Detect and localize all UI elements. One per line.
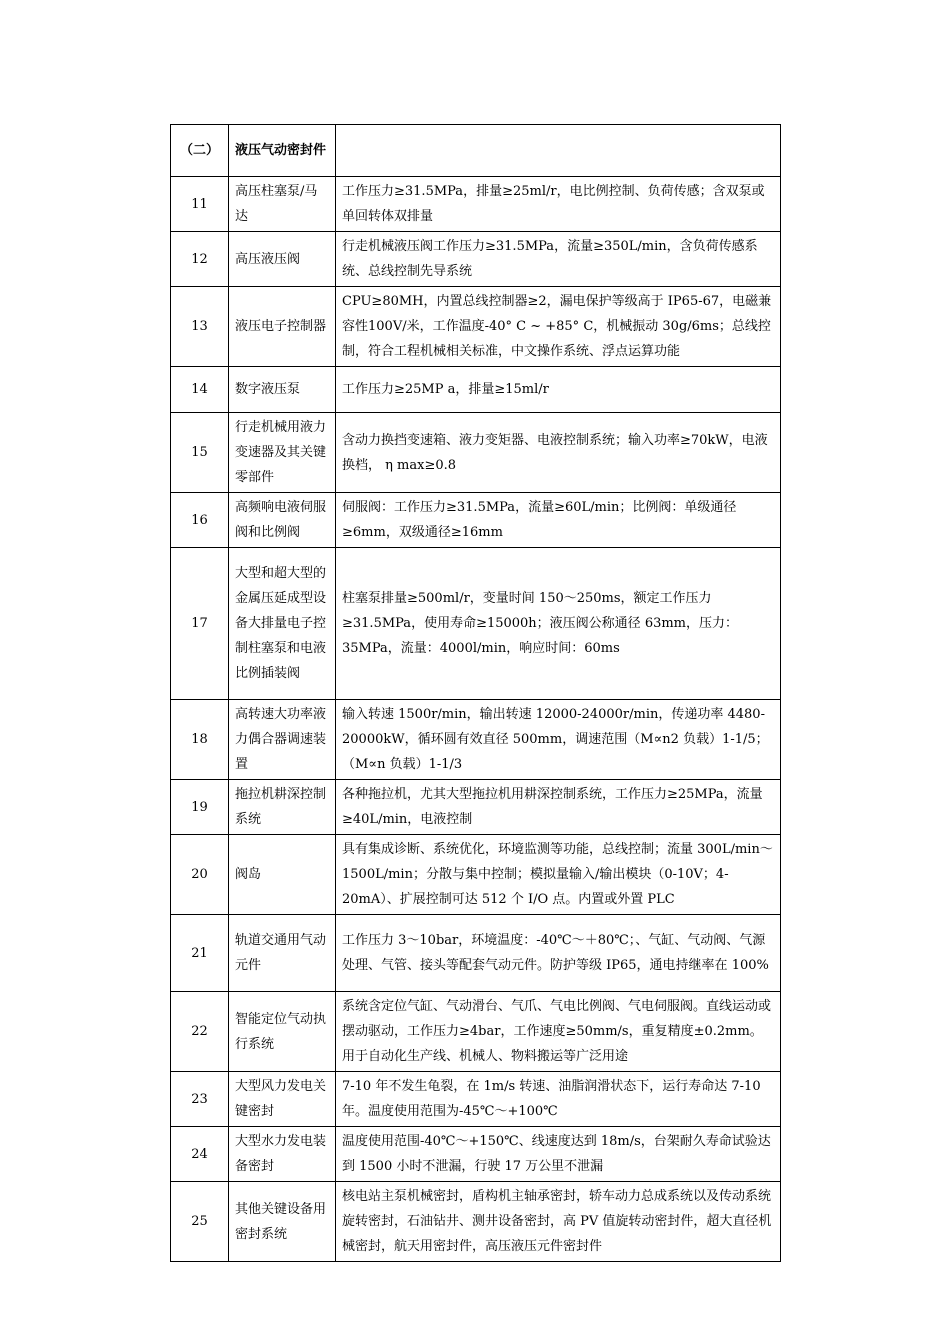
row-name: 高压柱塞泵/马达	[229, 177, 336, 232]
row-desc: CPU≥80MH，内置总线控制器≥2，漏电保护等级高于 IP65-67，电磁兼容性100V/米，工作温度-40° C ~ +85° C，机械振动 30g/6ms；总线控制，符合工程机械相关标准，中文操作系统、浮点运算功能	[336, 287, 781, 367]
category-number: （二）	[171, 125, 229, 177]
row-number: 21	[171, 915, 229, 992]
table-row	[171, 1127, 781, 1182]
table-row	[171, 915, 781, 992]
row-number: 22	[171, 992, 229, 1072]
table-row	[171, 367, 781, 413]
table-row	[171, 835, 781, 915]
row-desc: 工作压力≥25MP a，排量≥15ml/r	[336, 367, 781, 413]
row-desc: 系统含定位气缸、气动滑台、气爪、气电比例阀、气电伺服阀。直线运动或摆动驱动，工作压力≥4bar，工作速度≥50mm/s，重复精度±0.2mm。用于自动化生产线、机械人、物料搬运等广泛用途	[336, 992, 781, 1072]
row-name: 高转速大功率液力偶合器调速装置	[229, 700, 336, 780]
table-row	[171, 232, 781, 287]
category-title: 液压气动密封件	[229, 125, 336, 177]
row-number: 17	[171, 548, 229, 700]
row-name: 其他关键设备用密封系统	[229, 1182, 336, 1262]
table-row	[171, 1072, 781, 1127]
table-row	[171, 780, 781, 835]
row-number: 25	[171, 1182, 229, 1262]
row-name: 数字液压泵	[229, 367, 336, 413]
row-name: 大型风力发电关键密封	[229, 1072, 336, 1127]
row-name: 阀岛	[229, 835, 336, 915]
row-number: 24	[171, 1127, 229, 1182]
table-row	[171, 1182, 781, 1262]
row-number: 15	[171, 413, 229, 493]
row-desc: 含动力换挡变速箱、液力变矩器、电液控制系统；输入功率≥70kW，电液换档， η max≥0.8	[336, 413, 781, 493]
row-name: 高压液压阀	[229, 232, 336, 287]
row-desc: 工作压力 3～10bar，环境温度：-40℃～＋80℃；、气缸、气动阀、气源处理、气管、接头等配套气动元件。防护等级 IP65，通电持继率在 100%	[336, 915, 781, 992]
row-number: 13	[171, 287, 229, 367]
table-row	[171, 493, 781, 548]
row-desc: 具有集成诊断、系统优化，环境监测等功能，总线控制；流量 300L/min～1500L/min；分散与集中控制；模拟量输入/输出模块（0-10V；4-20mA）、扩展控制可达 512 个 I/O 点。内置或外置 PLC	[336, 835, 781, 915]
row-name: 大型和超大型的金属压延成型设备大排量电子控制柱塞泵和电液比例插装阀	[229, 548, 336, 700]
row-number: 18	[171, 700, 229, 780]
table-header-row	[171, 125, 781, 177]
row-desc: 行走机械液压阀工作压力≥31.5MPa，流量≥350L/min，含负荷传感系统、总线控制先导系统	[336, 232, 781, 287]
row-desc: 7-10 年不发生龟裂，在 1m/s 转速、油脂润滑状态下，运行寿命达 7-10 年。温度使用范围为-45℃～+100℃	[336, 1072, 781, 1127]
row-desc: 工作压力≥31.5MPa，排量≥25ml/r，电比例控制、负荷传感；含双泵或单回转体双排量	[336, 177, 781, 232]
row-number: 12	[171, 232, 229, 287]
row-name: 智能定位气动执行系统	[229, 992, 336, 1072]
row-desc: 各种拖拉机，尤其大型拖拉机用耕深控制系统，工作压力≥25MPa，流量≥40L/min，电液控制	[336, 780, 781, 835]
table-row	[171, 700, 781, 780]
row-name: 拖拉机耕深控制系统	[229, 780, 336, 835]
table-row	[171, 413, 781, 493]
row-desc: 输入转速 1500r/min，输出转速 12000-24000r/min，传递功率 4480-20000kW，循环圆有效直径 500mm，调速范围（M∝n2 负载）1-1/5；（M∝n 负载）1-1/3	[336, 700, 781, 780]
table-row	[171, 177, 781, 232]
row-name: 行走机械用液力变速器及其关键零部件	[229, 413, 336, 493]
table-row	[171, 992, 781, 1072]
table-row	[171, 548, 781, 700]
row-number: 23	[171, 1072, 229, 1127]
row-number: 16	[171, 493, 229, 548]
row-desc: 温度使用范围-40℃～+150℃、线速度达到 18m/s，台架耐久寿命试验达到 1500 小时不泄漏，行驶 17 万公里不泄漏	[336, 1127, 781, 1182]
table-row	[171, 287, 781, 367]
row-desc: 核电站主泵机械密封，盾构机主轴承密封，轿车动力总成系统以及传动系统旋转密封，石油钻井、测井设备密封，高 PV 值旋转动密封件，超大直径机械密封，航天用密封件，高压液压元件密封件	[336, 1182, 781, 1262]
row-name: 大型水力发电装备密封	[229, 1127, 336, 1182]
row-name: 高频响电液伺服阀和比例阀	[229, 493, 336, 548]
row-number: 20	[171, 835, 229, 915]
row-number: 11	[171, 177, 229, 232]
row-name: 轨道交通用气动元件	[229, 915, 336, 992]
row-desc: 伺服阀：工作压力≥31.5MPa，流量≥60L/min；比例阀：单级通径≥6mm，双级通径≥16mm	[336, 493, 781, 548]
row-name: 液压电子控制器	[229, 287, 336, 367]
row-number: 19	[171, 780, 229, 835]
row-number: 14	[171, 367, 229, 413]
row-desc: 柱塞泵排量≥500ml/r，变量时间 150～250ms，额定工作压力≥31.5MPa，使用寿命≥15000h；液压阀公称通径 63mm，压力：35MPa，流量：4000l/min，响应时间：60ms	[336, 548, 781, 700]
category-desc	[336, 125, 781, 177]
spec-table	[170, 124, 781, 1262]
